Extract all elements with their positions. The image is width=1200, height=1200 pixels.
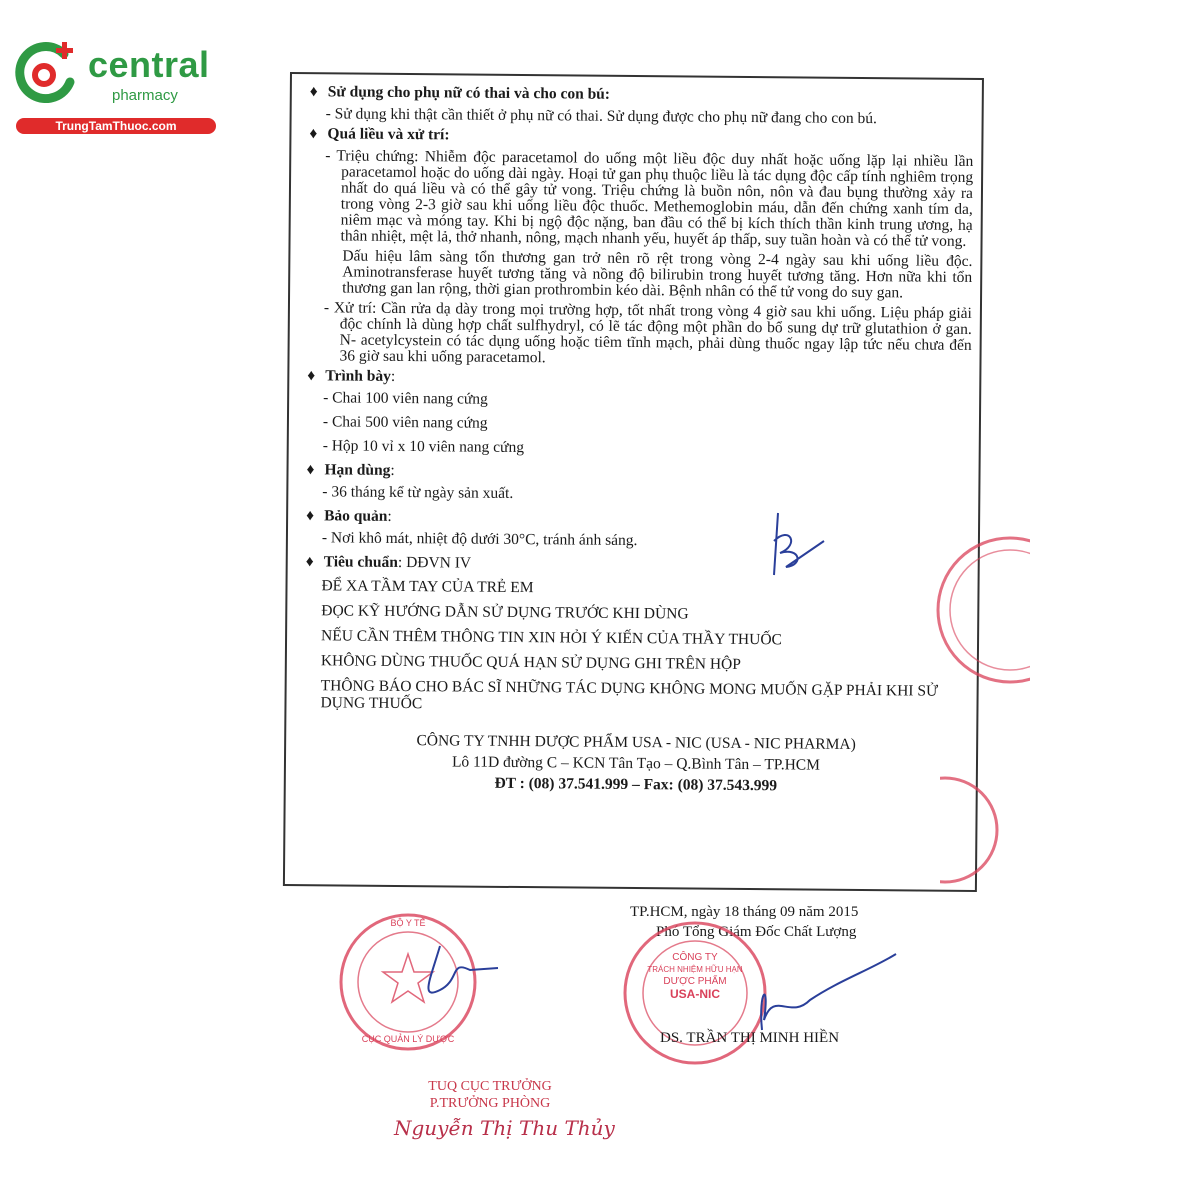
- overdose-liver-signs: Dấu hiệu lâm sàng tổn thương gan trở nên rõ rệt trong vòng 2-4 ngày sau khi uống liều độc. Aminotransferase huyết tương tăng và nồng độ bilirubin trong huyết tương tăng. Hơn nữa khi tổn thương gan lan rộng, thời gian prothrombin kéo dài. Bệnh nhân có thể tử vong do suy gan.: [342, 247, 973, 302]
- storage-text: - Nơi khô mát, nhiệt độ dưới 30°C, tránh ánh sáng.: [321, 529, 638, 550]
- signer-name: DS. TRẦN THỊ MINH HIỀN: [660, 1030, 840, 1046]
- presentation-item: - Chai 500 viên nang cứng: [322, 413, 488, 432]
- approval-title: TUQ CỤC TRƯỞNG: [428, 1079, 552, 1094]
- company-name: CÔNG TY TNHH DƯỢC PHẨM USA - NIC (USA - NIC PHARMA): [416, 732, 856, 753]
- logo-url: TrungTamThuoc.com: [16, 118, 216, 134]
- ministry-stamp-top: BỘ Y TẾ: [390, 918, 426, 928]
- warning-line: ĐỌC KỸ HƯỚNG DẪN SỬ DỤNG TRƯỚC KHI DÙNG: [321, 602, 689, 623]
- warning-line: KHÔNG DÙNG THUỐC QUÁ HẠN SỬ DỤNG GHI TRÊN HỘP: [320, 652, 741, 673]
- diamond-bullet-icon: ♦: [309, 125, 318, 143]
- diamond-bullet-icon: ♦: [309, 83, 318, 101]
- diamond-bullet-icon: ♦: [306, 507, 315, 525]
- leaflet-content: [304, 80, 974, 798]
- section-standard-title: ♦ Tiêu chuẩn: DĐVN IV: [305, 553, 472, 572]
- approval-signature-name: Nguyễn Thị Thu Thủy: [394, 1116, 615, 1140]
- ministry-stamp-bottom: CỤC QUẢN LÝ DƯỢC: [361, 1034, 455, 1044]
- section-storage-title: ♦ Bảo quản:: [306, 507, 392, 525]
- logo-subtitle: pharmacy: [112, 87, 178, 104]
- section-pregnancy-title: ♦ Sử dụng cho phụ nữ có thai và cho con bú:: [309, 83, 611, 103]
- pregnancy-text: - Sử dụng khi thật cần thiết ở phụ nữ có thai. Sử dụng được cho phụ nữ đang cho con bú.: [325, 105, 878, 128]
- section-overdose-title: ♦ Quá liều và xử trí:: [309, 125, 450, 144]
- director-signature: [740, 950, 910, 1040]
- warning-line: NẾU CẦN THÊM THÔNG TIN XIN HỎI Ý KIẾN CỦA THẦY THUỐC: [321, 627, 782, 649]
- section-expiry-title: ♦ Hạn dùng:: [306, 461, 395, 479]
- company-stamp-text: CÔNG TY TRÁCH NHIỆM HỮU HẠN DƯỢC PHẨM USA-NIC: [647, 952, 743, 1001]
- company-address: Lô 11D đường C – KCN Tân Tạo – Q.Bình Tân – TP.HCM: [451, 753, 821, 774]
- signature-role: Phó Tổng Giám Đốc Chất Lượng: [656, 924, 857, 940]
- diamond-bullet-icon: ♦: [306, 461, 315, 479]
- warnings-list: [304, 577, 969, 717]
- presentation-item: - Chai 100 viên nang cứng: [323, 389, 488, 408]
- leaflet-box: [283, 72, 984, 892]
- approval-block: [400, 1078, 580, 1112]
- partial-stamp-right-upper: [930, 520, 1030, 700]
- overdose-symptoms: - Triệu chứng: Nhiễm độc paracetamol do uống một liều độc duy nhất hoặc uống lặp lại nhiều lần paracetamol hoặc do uống dài ngày. Hoại tử gan phụ thuộc liều là tác dụng độc cấp tính nghiêm trọng nhất do quá liều và có thể gây tử vong. Triệu chứng là buồn nôn, nôn và đau bụng thường xảy ra trong vòng 2-3 giờ sau khi uống liều độc thuốc. Methemoglobin máu, dẫn đến chứng xanh tím da, niêm mạc và móng tay. Khi bị ngộ độc nặng, ban đầu có thể bị kích thích thần kinh trung ương, hạ thân nhiệt, mệt lả, thở nhanh, nông, mạch nhanh yếu, huyết áp thấp, suy tuần hoàn và có thể tử vong.: [325, 147, 974, 250]
- initials-signature: [760, 505, 840, 585]
- company-phone: ĐT : (08) 37.541.999 – Fax: (08) 37.543.999: [494, 774, 778, 795]
- expiry-text: - 36 tháng kể từ ngày sản xuất.: [322, 483, 514, 502]
- warning-line: ĐỂ XA TẦM TAY CỦA TRẺ EM: [321, 577, 534, 597]
- pharmacy-cross-icon: [12, 38, 82, 108]
- warning-line: THÔNG BÁO CHO BÁC SĨ NHỮNG TÁC DỤNG KHÔNG MONG MUỐN GẶP PHẢI KHI SỬ DỤNG THUỐC: [320, 677, 939, 713]
- diamond-bullet-icon: ♦: [305, 553, 314, 571]
- signature-date: TP.HCM, ngày 18 tháng 09 năm 2015: [630, 904, 859, 920]
- partial-stamp-right-lower: [940, 770, 1010, 890]
- logo-name: central: [88, 44, 210, 85]
- central-pharmacy-logo: [8, 36, 218, 136]
- approval-subtitle: P.TRƯỞNG PHÒNG: [429, 1096, 551, 1111]
- diamond-bullet-icon: ♦: [307, 367, 316, 385]
- section-presentation-title: ♦ Trình bày:: [307, 367, 396, 385]
- presentation-item: - Hộp 10 vỉ x 10 viên nang cứng: [322, 437, 525, 457]
- company-info: [304, 729, 969, 798]
- overdose-treatment: - Xử trí: Cần rửa dạ dày trong mọi trường hợp, tốt nhất trong vòng 4 giờ sau khi uống. Liệu pháp giải độc chính là dùng hợp chất sulfhydryl, có lẽ tác động một phần do bổ sung dự trữ glutathion ở gan. N- acetylcystein có tác dụng uống hoặc tiêm tĩnh mạch, phải dùng thuốc ngay lập tức nếu chưa đến 36 giờ sau khi uống paracetamol.: [323, 299, 972, 367]
- ministry-signature: [410, 940, 500, 1010]
